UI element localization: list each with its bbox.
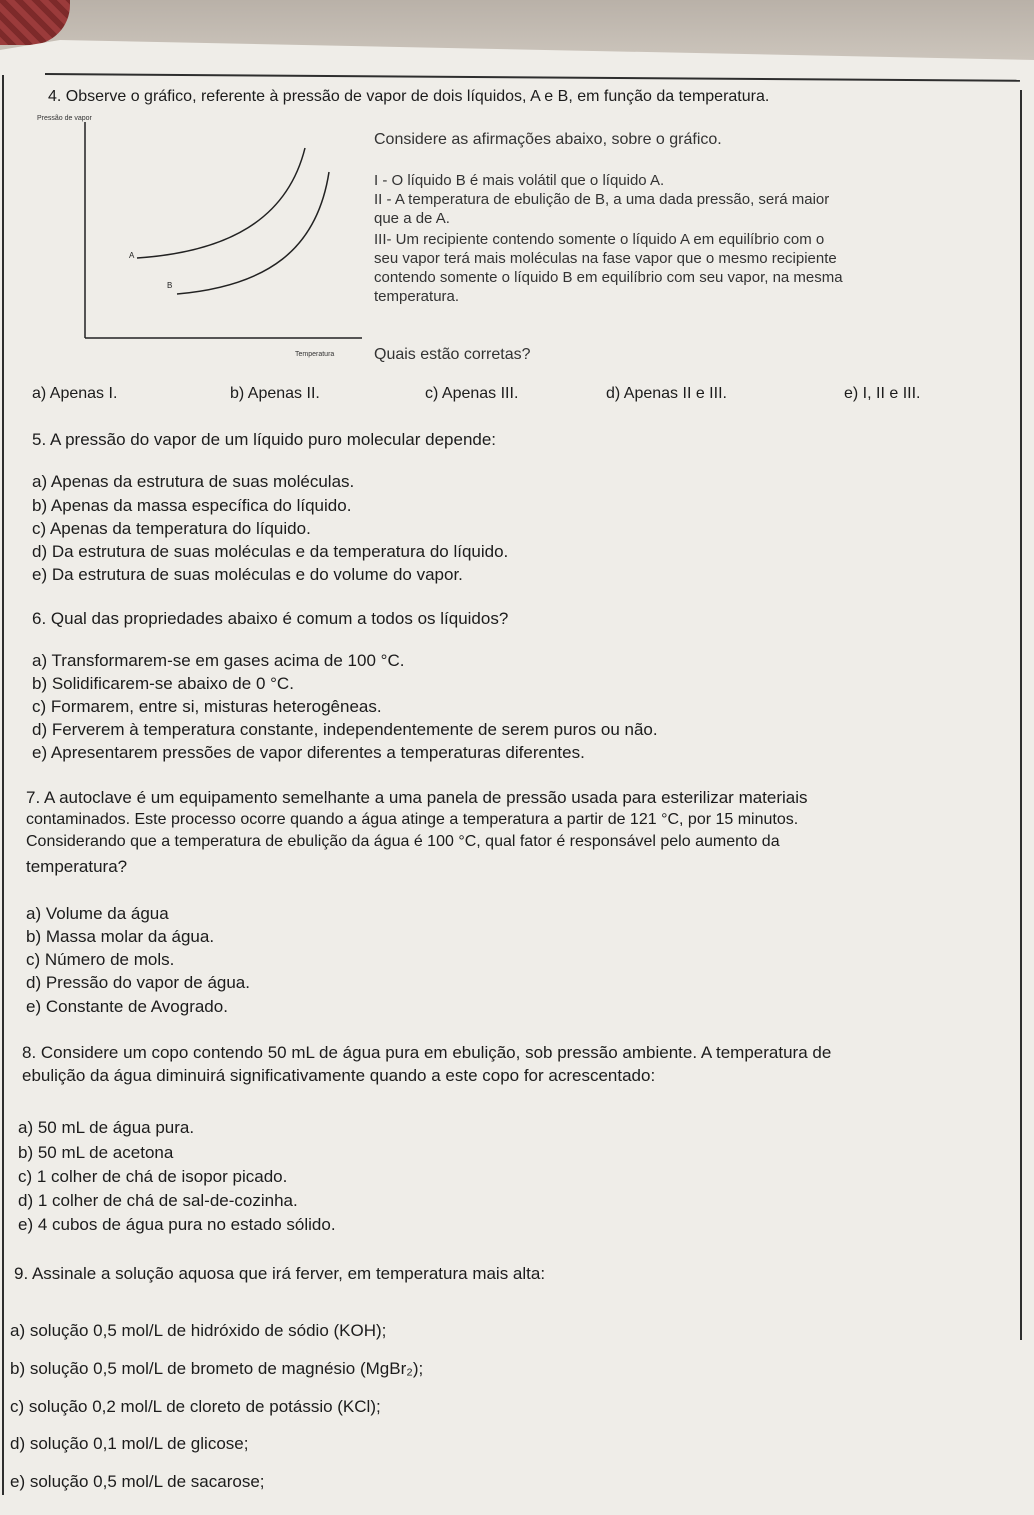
q7-option-c[interactable]: c) Número de mols. [26, 950, 175, 969]
q6-option-e[interactable]: e) Apresentarem pressões de vapor diferentes a temperaturas diferentes. [32, 743, 585, 762]
chart-ylabel: Pressão de vapor [37, 115, 92, 122]
q4-option-e[interactable]: e) I, II e III. [844, 385, 921, 402]
q9-option-e[interactable]: e) solução 0,5 mol/L de sacarose; [10, 1472, 265, 1491]
vapor-pressure-chart [37, 110, 367, 370]
q5-option-a[interactable]: a) Apenas da estrutura de suas moléculas. [32, 472, 355, 491]
q5-prompt: 5. A pressão do vapor de um líquido puro molecular depende: [32, 430, 497, 449]
q8-prompt-line-1: 8. Considere um copo contendo 50 mL de água pura em ebulição, sob pressão ambiente. A temperatura de [22, 1043, 832, 1062]
q8-option-e[interactable]: e) 4 cubos de água pura no estado sólido. [18, 1215, 336, 1234]
q4-statement-2: II - A temperatura de ebulição de B, a uma dada pressão, será maior [374, 191, 830, 208]
q4-option-d[interactable]: d) Apenas II e III. [606, 385, 727, 402]
q4-statement-3d: temperatura. [374, 288, 460, 305]
q9-option-d[interactable]: d) solução 0,1 mol/L de glicose; [10, 1434, 249, 1453]
q4-statement-1: I - O líquido B é mais volátil que o líquido A. [374, 172, 665, 189]
q7-option-d[interactable]: d) Pressão do vapor de água. [26, 973, 250, 992]
q5-option-c[interactable]: c) Apenas da temperatura do líquido. [32, 519, 311, 538]
q8-option-d[interactable]: d) 1 colher de chá de sal-de-cozinha. [18, 1191, 298, 1210]
chart-svg [37, 110, 367, 370]
q4-statement-3c: contendo somente o líquido B em equilíbrio com seu vapor, na mesma [374, 269, 843, 286]
q5-option-d[interactable]: d) Da estrutura de suas moléculas e da temperatura do líquido. [32, 542, 509, 561]
q8-option-a[interactable]: a) 50 mL de água pura. [18, 1118, 195, 1137]
q8-prompt-line-2: ebulição da água diminuirá significativamente quando a este copo for acrescentado: [22, 1066, 656, 1085]
q5-option-b[interactable]: b) Apenas da massa específica do líquido. [32, 496, 352, 515]
q4-question: Quais estão corretas? [374, 346, 531, 363]
q7-option-b[interactable]: b) Massa molar da água. [26, 927, 215, 946]
q4-prompt: 4. Observe o gráfico, referente à pressão de vapor de dois líquidos, A e B, em função da temperatura. [48, 88, 770, 105]
q9-option-b[interactable]: b) solução 0,5 mol/L de brometo de magnésio (MgBr₂); [10, 1359, 424, 1378]
q8-option-b[interactable]: b) 50 mL de acetona [18, 1143, 174, 1162]
chart-series-a-line [137, 148, 305, 258]
q4-statement-3b: seu vapor terá mais moléculas na fase vapor que o mesmo recipiente [374, 250, 837, 267]
q7-option-a[interactable]: a) Volume da água [26, 904, 169, 923]
q4-intro: Considere as afirmações abaixo, sobre o gráfico. [374, 131, 722, 148]
q6-option-a[interactable]: a) Transformarem-se em gases acima de 100 °C. [32, 651, 405, 670]
q5-option-e[interactable]: e) Da estrutura de suas moléculas e do volume do vapor. [32, 565, 463, 584]
chart-xlabel: Temperatura [295, 351, 335, 358]
q6-option-d[interactable]: d) Ferverem à temperatura constante, independentemente de serem puros ou não. [32, 720, 658, 739]
q7-option-e[interactable]: e) Constante de Avogrado. [26, 997, 228, 1016]
q4-option-a[interactable]: a) Apenas I. [32, 385, 118, 402]
q4-statement-2b: que a de A. [374, 210, 450, 227]
q7-prompt-line-4: temperatura? [26, 857, 128, 876]
q6-prompt: 6. Qual das propriedades abaixo é comum a todos os líquidos? [32, 609, 509, 628]
q4-option-c[interactable]: c) Apenas III. [425, 385, 519, 402]
q8-option-c[interactable]: c) 1 colher de chá de isopor picado. [18, 1167, 288, 1186]
sheet-left-rule [2, 75, 4, 1495]
q7-prompt-line-2: contaminados. Este processo ocorre quando a água atinge a temperatura a partir de 121 °C, por 15 minutos. [26, 811, 799, 828]
chart-series-b-label: B [167, 281, 173, 290]
q9-option-c[interactable]: c) solução 0,2 mol/L de cloreto de potássio (KCl); [10, 1397, 381, 1416]
q4-statement-3: III- Um recipiente contendo somente o líquido A em equilíbrio com o [374, 231, 825, 248]
q7-prompt-line-3: Considerando que a temperatura de ebulição da água é 100 °C, qual fator é responsável pelo aumento da [26, 833, 780, 850]
q4-option-b[interactable]: b) Apenas II. [230, 385, 320, 402]
q6-option-c[interactable]: c) Formarem, entre si, misturas heterogêneas. [32, 697, 382, 716]
q9-option-a[interactable]: a) solução 0,5 mol/L de hidróxido de sódio (KOH); [10, 1321, 387, 1340]
chart-series-a-label: A [129, 251, 135, 260]
chart-series-b-line [177, 172, 329, 294]
q6-option-b[interactable]: b) Solidificarem-se abaixo de 0 °C. [32, 674, 294, 693]
q9-prompt: 9. Assinale a solução aquosa que irá ferver, em temperatura mais alta: [14, 1264, 546, 1283]
q7-prompt-line-1: 7. A autoclave é um equipamento semelhante a uma panela de pressão usada para esterilizar materiais [26, 788, 808, 807]
